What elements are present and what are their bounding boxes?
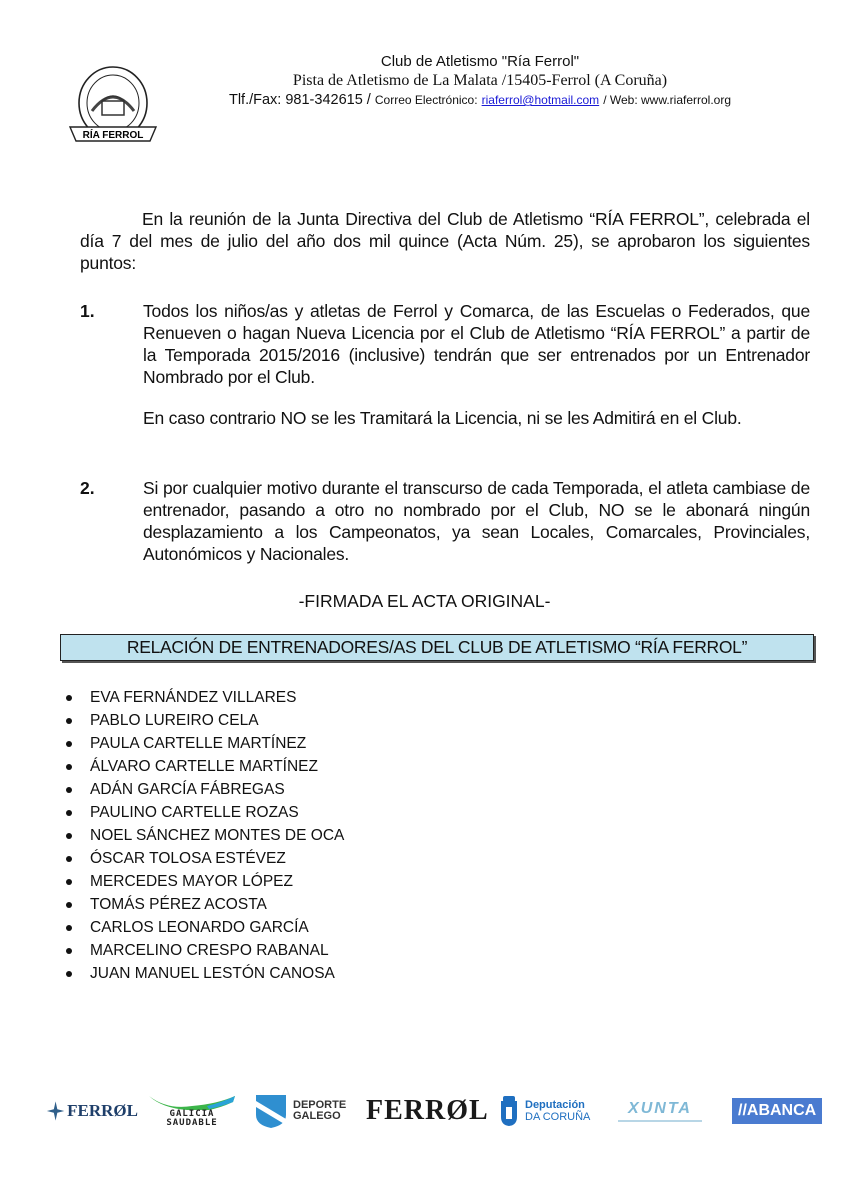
bullet-icon — [66, 810, 72, 816]
xunta-underline — [618, 1120, 702, 1122]
bullet-icon — [66, 787, 72, 793]
list-item — [62, 939, 344, 962]
coach-name: EVA FERNÁNDEZ VILLARES — [90, 689, 297, 706]
deputacion-text: Deputación — [525, 1099, 585, 1111]
intro-paragraph: En la reunión de la Junta Directiva del Club de Atletismo “RÍA FERROL”, celebrada el día 7 del mes de julio del año dos mil quince (Acta Núm. 25), se aprobaron los siguientes puntos: — [80, 209, 810, 273]
da-coruna-text: DA CORUÑA — [525, 1111, 591, 1123]
coach-name: PAULINO CARTELLE ROZAS — [90, 804, 299, 821]
list-item — [62, 893, 344, 916]
list-item — [62, 870, 344, 893]
xunta-text: XUNTA — [628, 1100, 692, 1117]
abanca-text: //ABANCA — [732, 1098, 822, 1124]
bullet-icon — [66, 902, 72, 908]
coach-name: MERCEDES MAYOR LÓPEZ — [90, 873, 293, 890]
point-2-text: Si por cualquier motivo durante el transcurso de cada Temporada, el atleta cambiase de entrenador, pasando a otro no nombrado por el Club, NO se le abonará ningún desplazamiento a los Campeonatos, ya sean Locales, Comarcales, Provinciales, Autonómicos y Nacionales. — [143, 478, 810, 564]
bullet-icon — [66, 695, 72, 701]
bullet-icon — [66, 971, 72, 977]
deporte-text: DEPORTE — [293, 1099, 347, 1111]
contact-line — [190, 90, 770, 110]
swoosh-icon — [147, 1094, 237, 1110]
list-item — [62, 824, 344, 847]
point-number: 1. — [80, 301, 95, 321]
point-1-text: Todos los niños/as y atletas de Ferrol y Comarca, de las Escuelas o Federados, que Renueven o hagan Nueva Licencia por el Club de Atletismo “RÍA FERROL” a partir de la Temporada 2015/2016 (inclusive) tendrán que ser entrenados por un Entrenador Nombrado por el Club. — [143, 301, 810, 387]
coach-name: PAULA CARTELLE MARTÍNEZ — [90, 735, 307, 752]
bullet-icon — [66, 856, 72, 862]
list-item — [62, 801, 344, 824]
letterhead — [190, 52, 770, 110]
coach-name: ÓSCAR TOLOSA ESTÉVEZ — [90, 850, 286, 867]
coaches-section-title: RELACIÓN DE ENTRENADORES/AS DEL CLUB DE ATLETISMO “RÍA FERROL” — [60, 634, 814, 661]
ferrol-city-text: FERRØL — [366, 1095, 489, 1126]
bullet-icon — [66, 764, 72, 770]
coaches-list — [62, 686, 344, 985]
coach-name: ÁLVARO CARTELLE MARTÍNEZ — [90, 758, 318, 775]
list-item — [62, 686, 344, 709]
point-number: 2. — [80, 478, 95, 498]
signed-note: -FIRMADA EL ACTA ORIGINAL- — [298, 591, 551, 611]
club-logo — [62, 63, 164, 149]
deputacion-logo — [498, 1088, 602, 1134]
shield-icon — [254, 1093, 288, 1129]
star-icon — [46, 1099, 65, 1123]
galicia-saudable-logo — [144, 1088, 240, 1134]
xunta-logo — [614, 1088, 706, 1134]
coach-name: CARLOS LEONARDO GARCÍA — [90, 919, 309, 936]
bullet-icon — [66, 879, 72, 885]
coach-name: NOEL SÁNCHEZ MONTES DE OCA — [90, 827, 345, 844]
web-address: / Web: www.riaferrol.org — [603, 93, 732, 107]
ferrol-city-logo — [366, 1088, 488, 1134]
ferrol-sports-text: FERRØL — [67, 1101, 138, 1120]
list-item — [62, 847, 344, 870]
bullet-icon — [66, 925, 72, 931]
coach-name: PABLO LUREIRO CELA — [90, 712, 259, 729]
club-address: Pista de Atletismo de La Malata /15405-Ferrol (A Coruña) — [292, 72, 668, 89]
coach-name: ADÁN GARCÍA FÁBREGAS — [90, 781, 285, 798]
email-link[interactable]: riaferrol@hotmail.com — [481, 93, 600, 107]
abanca-logo — [732, 1088, 822, 1134]
coach-name: TOMÁS PÉREZ ACOSTA — [90, 896, 267, 913]
logo-banner-text: RÍA FERROL — [82, 130, 144, 141]
bullet-icon — [66, 718, 72, 724]
galego-text: GALEGO — [293, 1110, 341, 1122]
ferrol-sports-logo — [46, 1088, 138, 1134]
coach-name: JUAN MANUEL LESTÓN CANOSA — [90, 965, 335, 982]
bullet-icon — [66, 741, 72, 747]
phone-fax: Tlf./Fax: 981-342615 / — [228, 92, 371, 108]
bullet-icon — [66, 833, 72, 839]
list-item — [62, 732, 344, 755]
club-name: Club de Atletismo "Ría Ferrol" — [380, 53, 580, 70]
list-item — [62, 778, 344, 801]
list-item — [62, 709, 344, 732]
point-1-note: En caso contrario NO se les Tramitará la Licencia, ni se les Admitirá en el Club. — [143, 408, 742, 428]
list-item — [62, 916, 344, 939]
deporte-galego-logo — [254, 1088, 364, 1134]
galicia-text: GALICIA — [169, 1109, 215, 1119]
bullet-icon — [66, 948, 72, 954]
list-item — [62, 755, 344, 778]
list-item — [62, 962, 344, 985]
crest-icon — [498, 1095, 520, 1127]
saudable-text: SAUDABLE — [166, 1118, 218, 1128]
coach-name: MARCELINO CRESPO RABANAL — [90, 942, 329, 959]
email-label: Correo Electrónico: — [374, 93, 478, 107]
sponsors-footer — [40, 1088, 830, 1134]
